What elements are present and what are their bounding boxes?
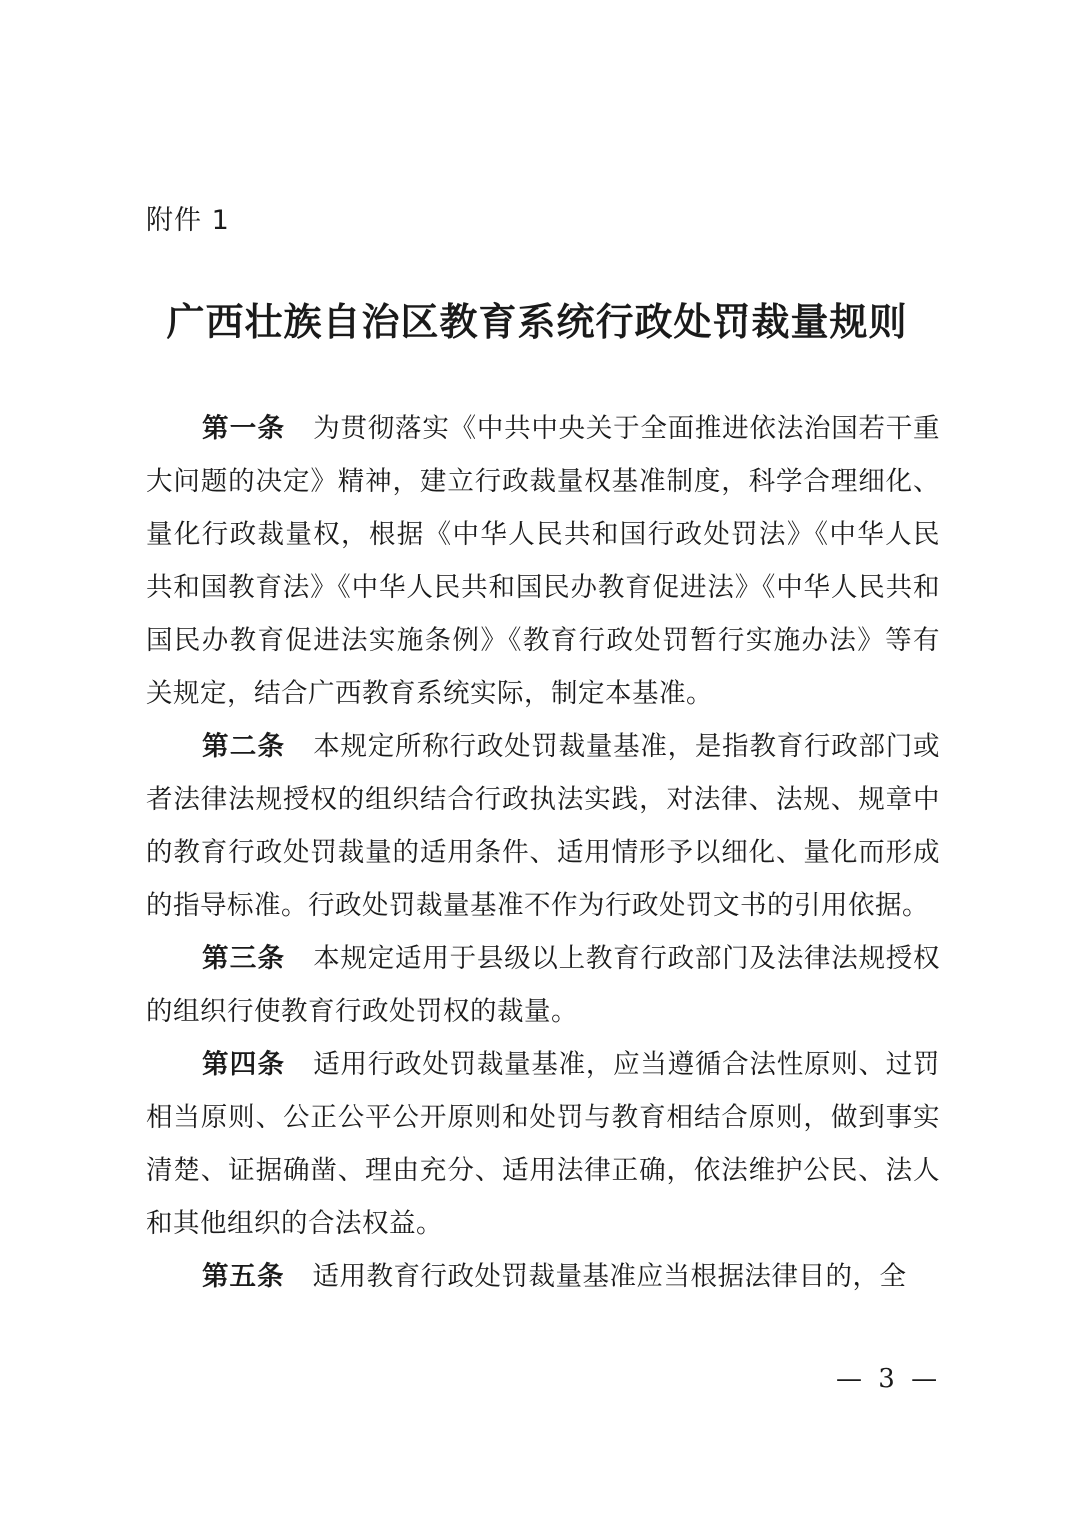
- article-4: [146, 1038, 940, 1250]
- document-body: [146, 402, 940, 1303]
- attachment-label: 附件 1: [146, 205, 230, 236]
- article-5: [146, 1250, 940, 1303]
- article-text: 本规定所称行政处罚裁量基准，是指教育行政部门或者法律法规授权的组织结合行政执法实践，对法律、法规、规章中的教育行政处罚裁量的适用条件、适用情形予以细化、量化而形成的指导标准。行政处罚裁量基准不作为行政处罚文书的引用依据。: [146, 731, 941, 921]
- article-1: [146, 402, 940, 720]
- article-label: 第四条: [202, 1049, 286, 1080]
- article-label: 第二条: [202, 731, 286, 762]
- article-text: 为贯彻落实《中共中央关于全面推进依法治国若干重大问题的决定》精神，建立行政裁量权基准制度，科学合理细化、量化行政裁量权，根据《中华人民共和国行政处罚法》《中华人民共和国教育法》《中华人民共和国民办教育促进法》《中华人民共和国民办教育促进法实施条例》《教育行政处罚暂行实施办法》等有关规定，结合广西教育系统实际，制定本基准。: [146, 413, 941, 709]
- article-label: 第一条: [202, 413, 286, 444]
- article-3: [146, 932, 940, 1038]
- article-text: 适用行政处罚裁量基准，应当遵循合法性原则、过罚相当原则、公正公平公开原则和处罚与教育相结合原则，做到事实清楚、证据确凿、理由充分、适用法律正确，依法维护公民、法人和其他组织的合法权益。: [146, 1049, 941, 1239]
- article-text: 适用教育行政处罚裁量基准应当根据法律目的，全: [312, 1261, 907, 1292]
- document-title: 广西壮族自治区教育系统行政处罚裁量规则: [166, 300, 908, 344]
- article-2: [146, 720, 940, 932]
- article-label: 第五条: [202, 1261, 285, 1292]
- page-number: — 3 —: [836, 1364, 942, 1394]
- article-label: 第三条: [202, 943, 286, 974]
- article-text: 本规定适用于县级以上教育行政部门及法律法规授权的组织行使教育行政处罚权的裁量。: [146, 943, 941, 1027]
